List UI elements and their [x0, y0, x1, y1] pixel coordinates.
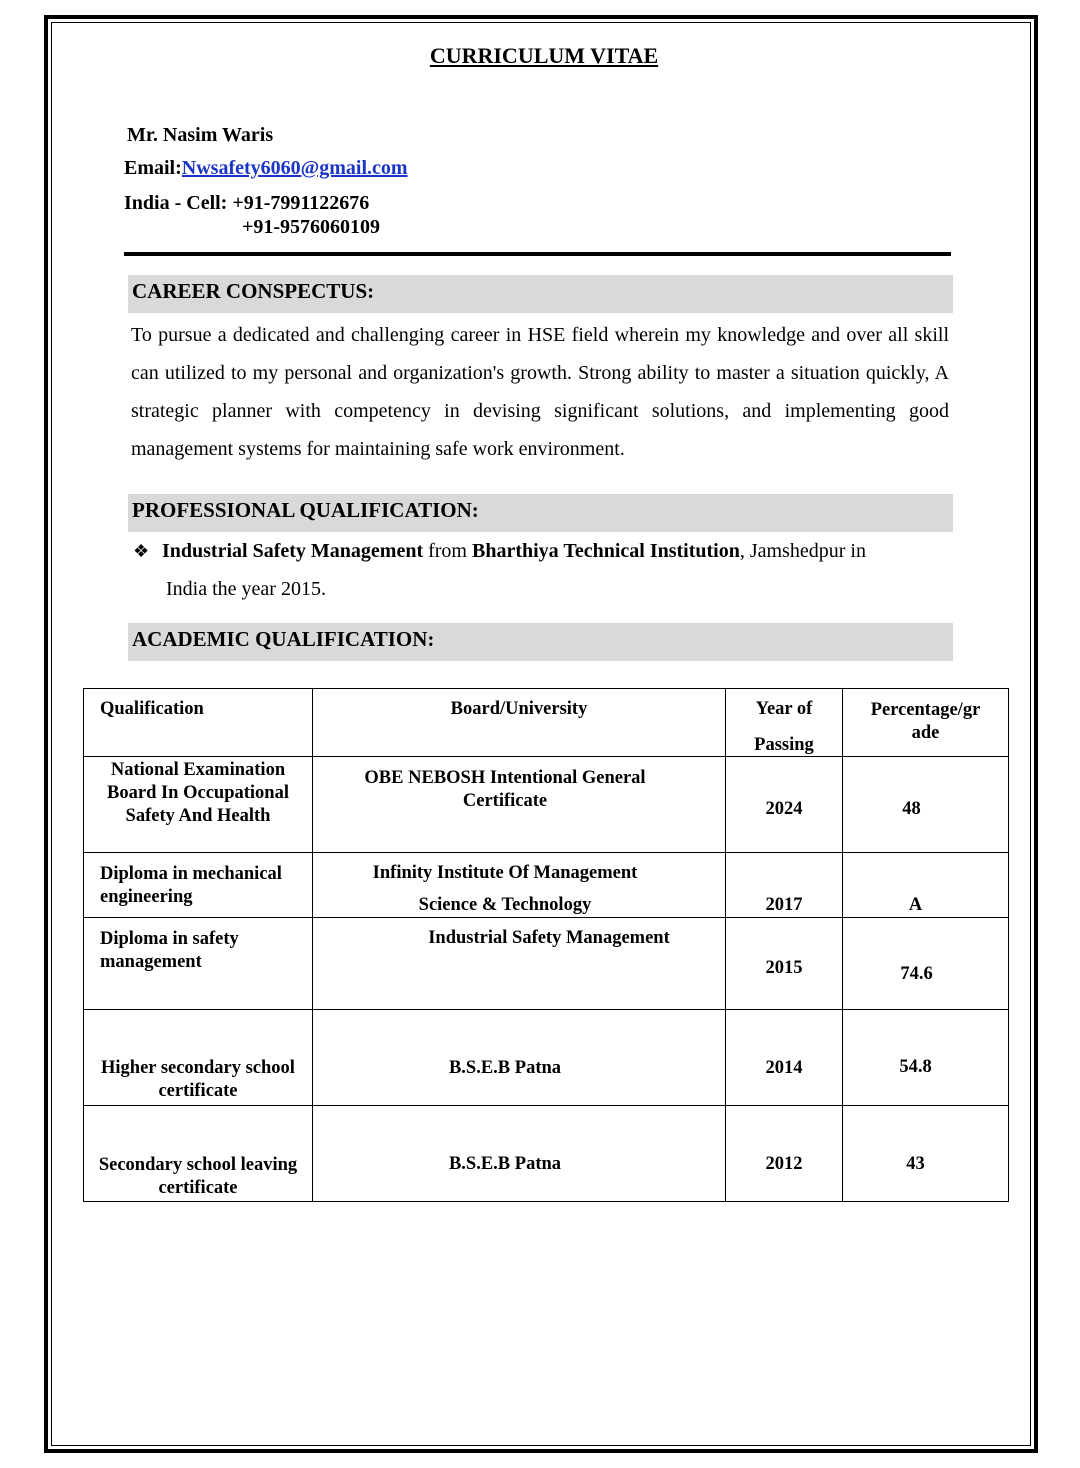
cell-qualification: Secondary school leaving certificate	[84, 1106, 313, 1202]
table-row	[84, 853, 1009, 918]
cell-qualification: National Examination Board In Occupational Safety And Health	[84, 757, 313, 853]
cell-year: 2024	[726, 757, 843, 853]
career-heading: CAREER CONSPECTUS:	[128, 275, 953, 313]
academic-heading: ACADEMIC QUALIFICATION:	[128, 623, 953, 661]
cell-board: Industrial Safety Management	[313, 918, 726, 1010]
cell-label: India - Cell:	[124, 192, 228, 214]
cell-grade: 48	[843, 757, 1009, 853]
cell-qualification: Diploma in mechanical engineering	[84, 853, 313, 918]
professional-bullet	[133, 532, 943, 608]
cell-grade: A	[843, 853, 1009, 918]
cell-grade: 43	[843, 1106, 1009, 1202]
cell-board: B.S.E.B Patna	[313, 1010, 726, 1106]
header-board: Board/University	[313, 689, 726, 757]
email-link[interactable]: Nwsafety6060@gmail.com	[181, 157, 408, 179]
cell-year: 2015	[726, 918, 843, 1010]
cell-grade: 54.8	[843, 1010, 1009, 1106]
table-row	[84, 918, 1009, 1010]
email-label: Email:	[124, 157, 182, 179]
cell-board: B.S.E.B Patna	[313, 1106, 726, 1202]
document-title: CURRICULUM VITAE	[429, 43, 659, 68]
cell-year: 2017	[726, 853, 843, 918]
institution-location: , Jamshedpur in	[739, 540, 866, 562]
career-paragraph: To pursue a dedicated and challenging career in HSE field wherein my knowledge and over all skill can utilized to my personal and organization's growth. Strong ability to master a situation quickly, A strategic planner with competency in devising significant solutions, and implementing good management systems for maintaining safe work environment.	[131, 324, 949, 460]
course-name: Industrial Safety Management	[162, 540, 424, 562]
diamond-bullet-icon: ❖	[133, 541, 150, 561]
table-header-row	[84, 689, 1009, 757]
header-percentage: Percentage/gr ade	[843, 689, 1009, 757]
phone-secondary: +91-9576060109	[242, 216, 381, 238]
header-year: Year of Passing	[726, 689, 843, 757]
from-word: from	[423, 540, 472, 562]
cell-qualification: Diploma in safety management	[84, 918, 313, 1010]
header-divider	[124, 252, 951, 256]
institution-name: Bharthiya Technical Institution	[472, 540, 740, 562]
header-qualification: Qualification	[84, 689, 313, 757]
cell-board: OBE NEBOSH Intentional General Certificate	[313, 757, 726, 853]
professional-heading: PROFESSIONAL QUALIFICATION:	[128, 494, 953, 532]
table-row	[84, 1106, 1009, 1202]
cell-qualification: Higher secondary school certificate	[84, 1010, 313, 1106]
cell-grade: 74.6	[843, 918, 1009, 1010]
phone-primary: +91-7991122676	[232, 192, 370, 214]
cell-board: Infinity Institute Of Management Science & Technology	[313, 853, 726, 918]
bullet-continuation: India the year 2015.	[166, 578, 326, 600]
cell-year: 2012	[726, 1106, 843, 1202]
academic-table	[83, 688, 1009, 1202]
table-row	[84, 1010, 1009, 1106]
candidate-name: Mr. Nasim Waris	[127, 124, 274, 146]
email-line	[124, 157, 408, 180]
table-row	[84, 757, 1009, 853]
cell-line	[124, 192, 369, 215]
cell-year: 2014	[726, 1010, 843, 1106]
